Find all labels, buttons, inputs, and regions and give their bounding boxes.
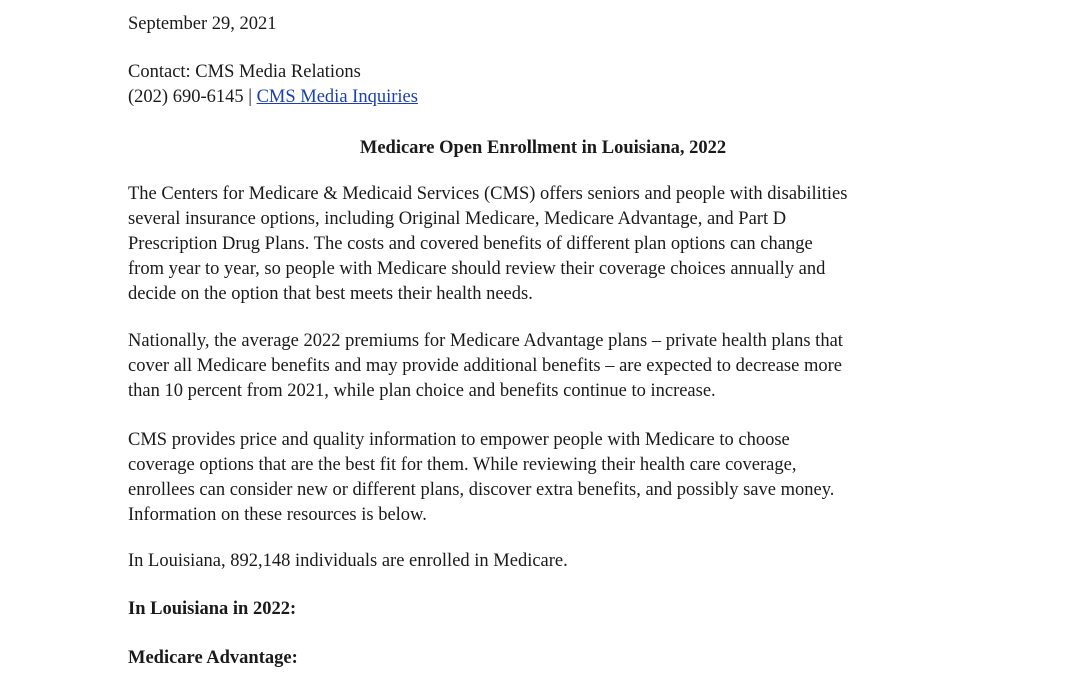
paragraph-line: Information on these resources is below. <box>128 505 427 525</box>
subsection-heading: Medicare Advantage: <box>128 648 298 668</box>
contact-label: Contact: CMS Media Relations <box>128 62 361 82</box>
paragraph-line: several insurance options, including Original Medicare, Medicare Advantage, and Part D <box>128 209 787 229</box>
paragraph-line: coverage options that are the best fit for them. While reviewing their health care coverage, <box>128 455 797 475</box>
paragraph-line: Nationally, the average 2022 premiums for Medicare Advantage plans – private health plans that <box>128 331 843 351</box>
contact-phone-line <box>128 85 418 110</box>
paragraph-premiums <box>128 329 958 404</box>
paragraph-line: CMS provides price and quality information to empower people with Medicare to choose <box>128 430 790 450</box>
paragraph-line: cover all Medicare benefits and may provide additional benefits – are expected to decrease more <box>128 356 842 376</box>
contact-block <box>128 60 418 110</box>
paragraph-line: The Centers for Medicare & Medicaid Services (CMS) offers seniors and people with disabilities <box>128 184 848 204</box>
document-page <box>128 0 958 675</box>
paragraph-intro <box>128 182 958 307</box>
paragraph-line: than 10 percent from 2021, while plan choice and benefits continue to increase. <box>128 381 716 401</box>
contact-phone: (202) 690-6145 | <box>128 87 257 107</box>
section-heading: In Louisiana in 2022: <box>128 599 297 619</box>
cms-media-inquiries-link[interactable]: CMS Media Inquiries <box>256 87 418 107</box>
paragraph-line: from year to year, so people with Medicare should review their coverage choices annually and <box>128 259 826 279</box>
paragraph-line: decide on the option that best meets their health needs. <box>128 284 533 304</box>
document-date: September 29, 2021 <box>128 14 277 34</box>
paragraph-line: In Louisiana, 892,148 individuals are enrolled in Medicare. <box>128 551 568 571</box>
paragraph-line: Prescription Drug Plans. The costs and covered benefits of different plan options can change <box>128 234 813 254</box>
paragraph-line: enrollees can consider new or different plans, discover extra benefits, and possibly save money. <box>128 480 835 500</box>
paragraph-enrollment <box>128 549 958 574</box>
document-title: Medicare Open Enrollment in Louisiana, 2022 <box>359 138 727 158</box>
paragraph-resources <box>128 428 958 528</box>
